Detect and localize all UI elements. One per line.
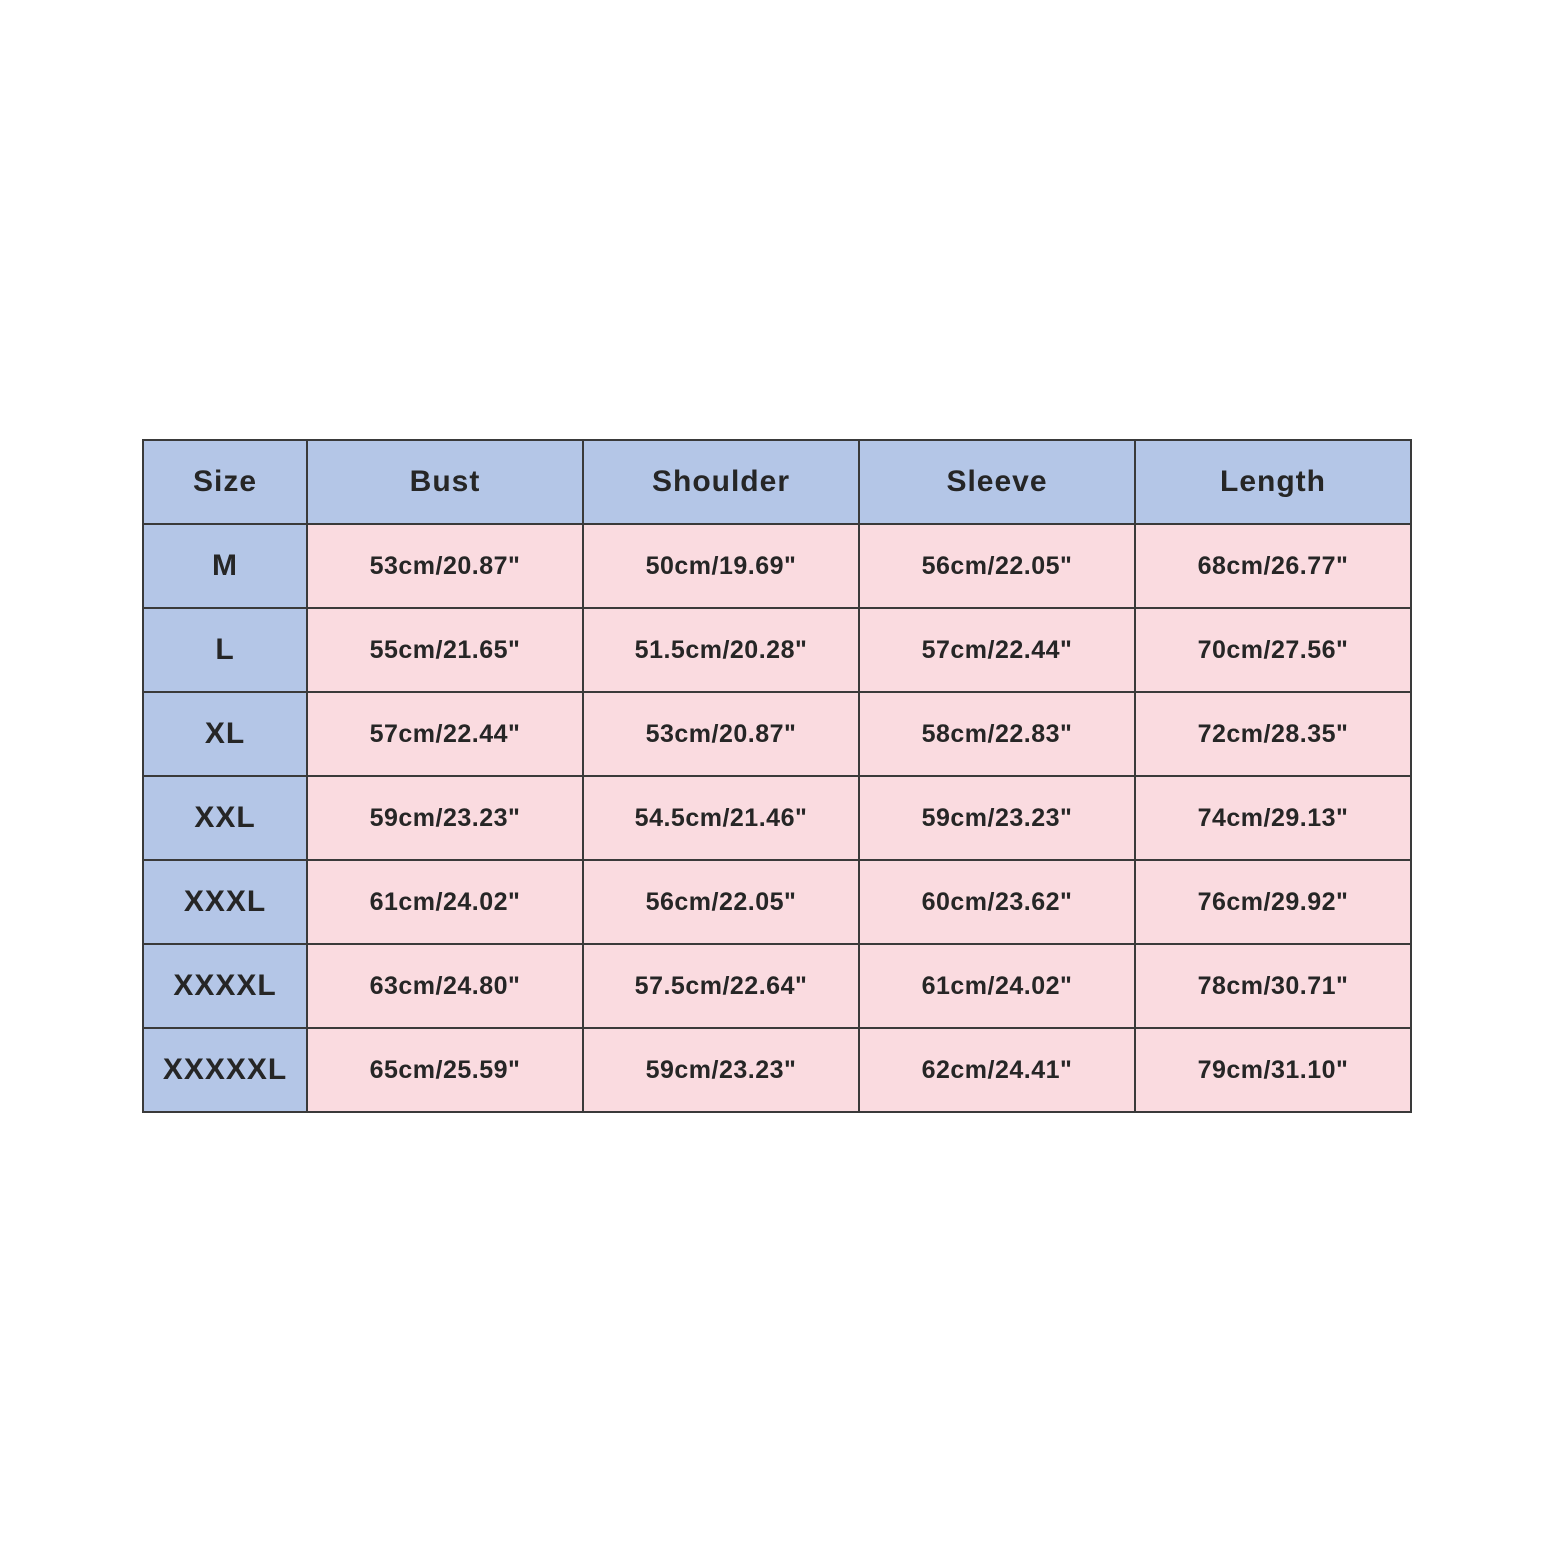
sleeve-cell: 58cm/22.83" (859, 692, 1135, 776)
length-cell: 78cm/30.71" (1135, 944, 1411, 1028)
table-row (143, 692, 1411, 776)
table-row (143, 860, 1411, 944)
size-cell: XXXXL (143, 944, 307, 1028)
shoulder-cell: 51.5cm/20.28" (583, 608, 859, 692)
length-cell: 74cm/29.13" (1135, 776, 1411, 860)
sleeve-cell: 62cm/24.41" (859, 1028, 1135, 1112)
header-size: Size (143, 440, 307, 524)
size-cell: XL (143, 692, 307, 776)
size-cell: XXXL (143, 860, 307, 944)
bust-cell: 59cm/23.23" (307, 776, 583, 860)
header-shoulder: Shoulder (583, 440, 859, 524)
bust-cell: 63cm/24.80" (307, 944, 583, 1028)
table-row (143, 608, 1411, 692)
shoulder-cell: 54.5cm/21.46" (583, 776, 859, 860)
length-cell: 68cm/26.77" (1135, 524, 1411, 608)
table-row (143, 1028, 1411, 1112)
length-cell: 72cm/28.35" (1135, 692, 1411, 776)
shoulder-cell: 59cm/23.23" (583, 1028, 859, 1112)
size-cell: XXL (143, 776, 307, 860)
size-cell: XXXXXL (143, 1028, 307, 1112)
sleeve-cell: 59cm/23.23" (859, 776, 1135, 860)
sleeve-cell: 60cm/23.62" (859, 860, 1135, 944)
bust-cell: 65cm/25.59" (307, 1028, 583, 1112)
header-bust: Bust (307, 440, 583, 524)
table-row (143, 776, 1411, 860)
header-row (143, 440, 1411, 524)
sleeve-cell: 56cm/22.05" (859, 524, 1135, 608)
sleeve-cell: 57cm/22.44" (859, 608, 1135, 692)
length-cell: 70cm/27.56" (1135, 608, 1411, 692)
bust-cell: 55cm/21.65" (307, 608, 583, 692)
table-row (143, 944, 1411, 1028)
bust-cell: 61cm/24.02" (307, 860, 583, 944)
table-row (143, 524, 1411, 608)
bust-cell: 57cm/22.44" (307, 692, 583, 776)
bust-cell: 53cm/20.87" (307, 524, 583, 608)
shoulder-cell: 56cm/22.05" (583, 860, 859, 944)
size-cell: M (143, 524, 307, 608)
shoulder-cell: 50cm/19.69" (583, 524, 859, 608)
length-cell: 79cm/31.10" (1135, 1028, 1411, 1112)
header-length: Length (1135, 440, 1411, 524)
header-sleeve: Sleeve (859, 440, 1135, 524)
length-cell: 76cm/29.92" (1135, 860, 1411, 944)
size-cell: L (143, 608, 307, 692)
shoulder-cell: 57.5cm/22.64" (583, 944, 859, 1028)
sleeve-cell: 61cm/24.02" (859, 944, 1135, 1028)
shoulder-cell: 53cm/20.87" (583, 692, 859, 776)
size-chart-table (142, 439, 1412, 1113)
